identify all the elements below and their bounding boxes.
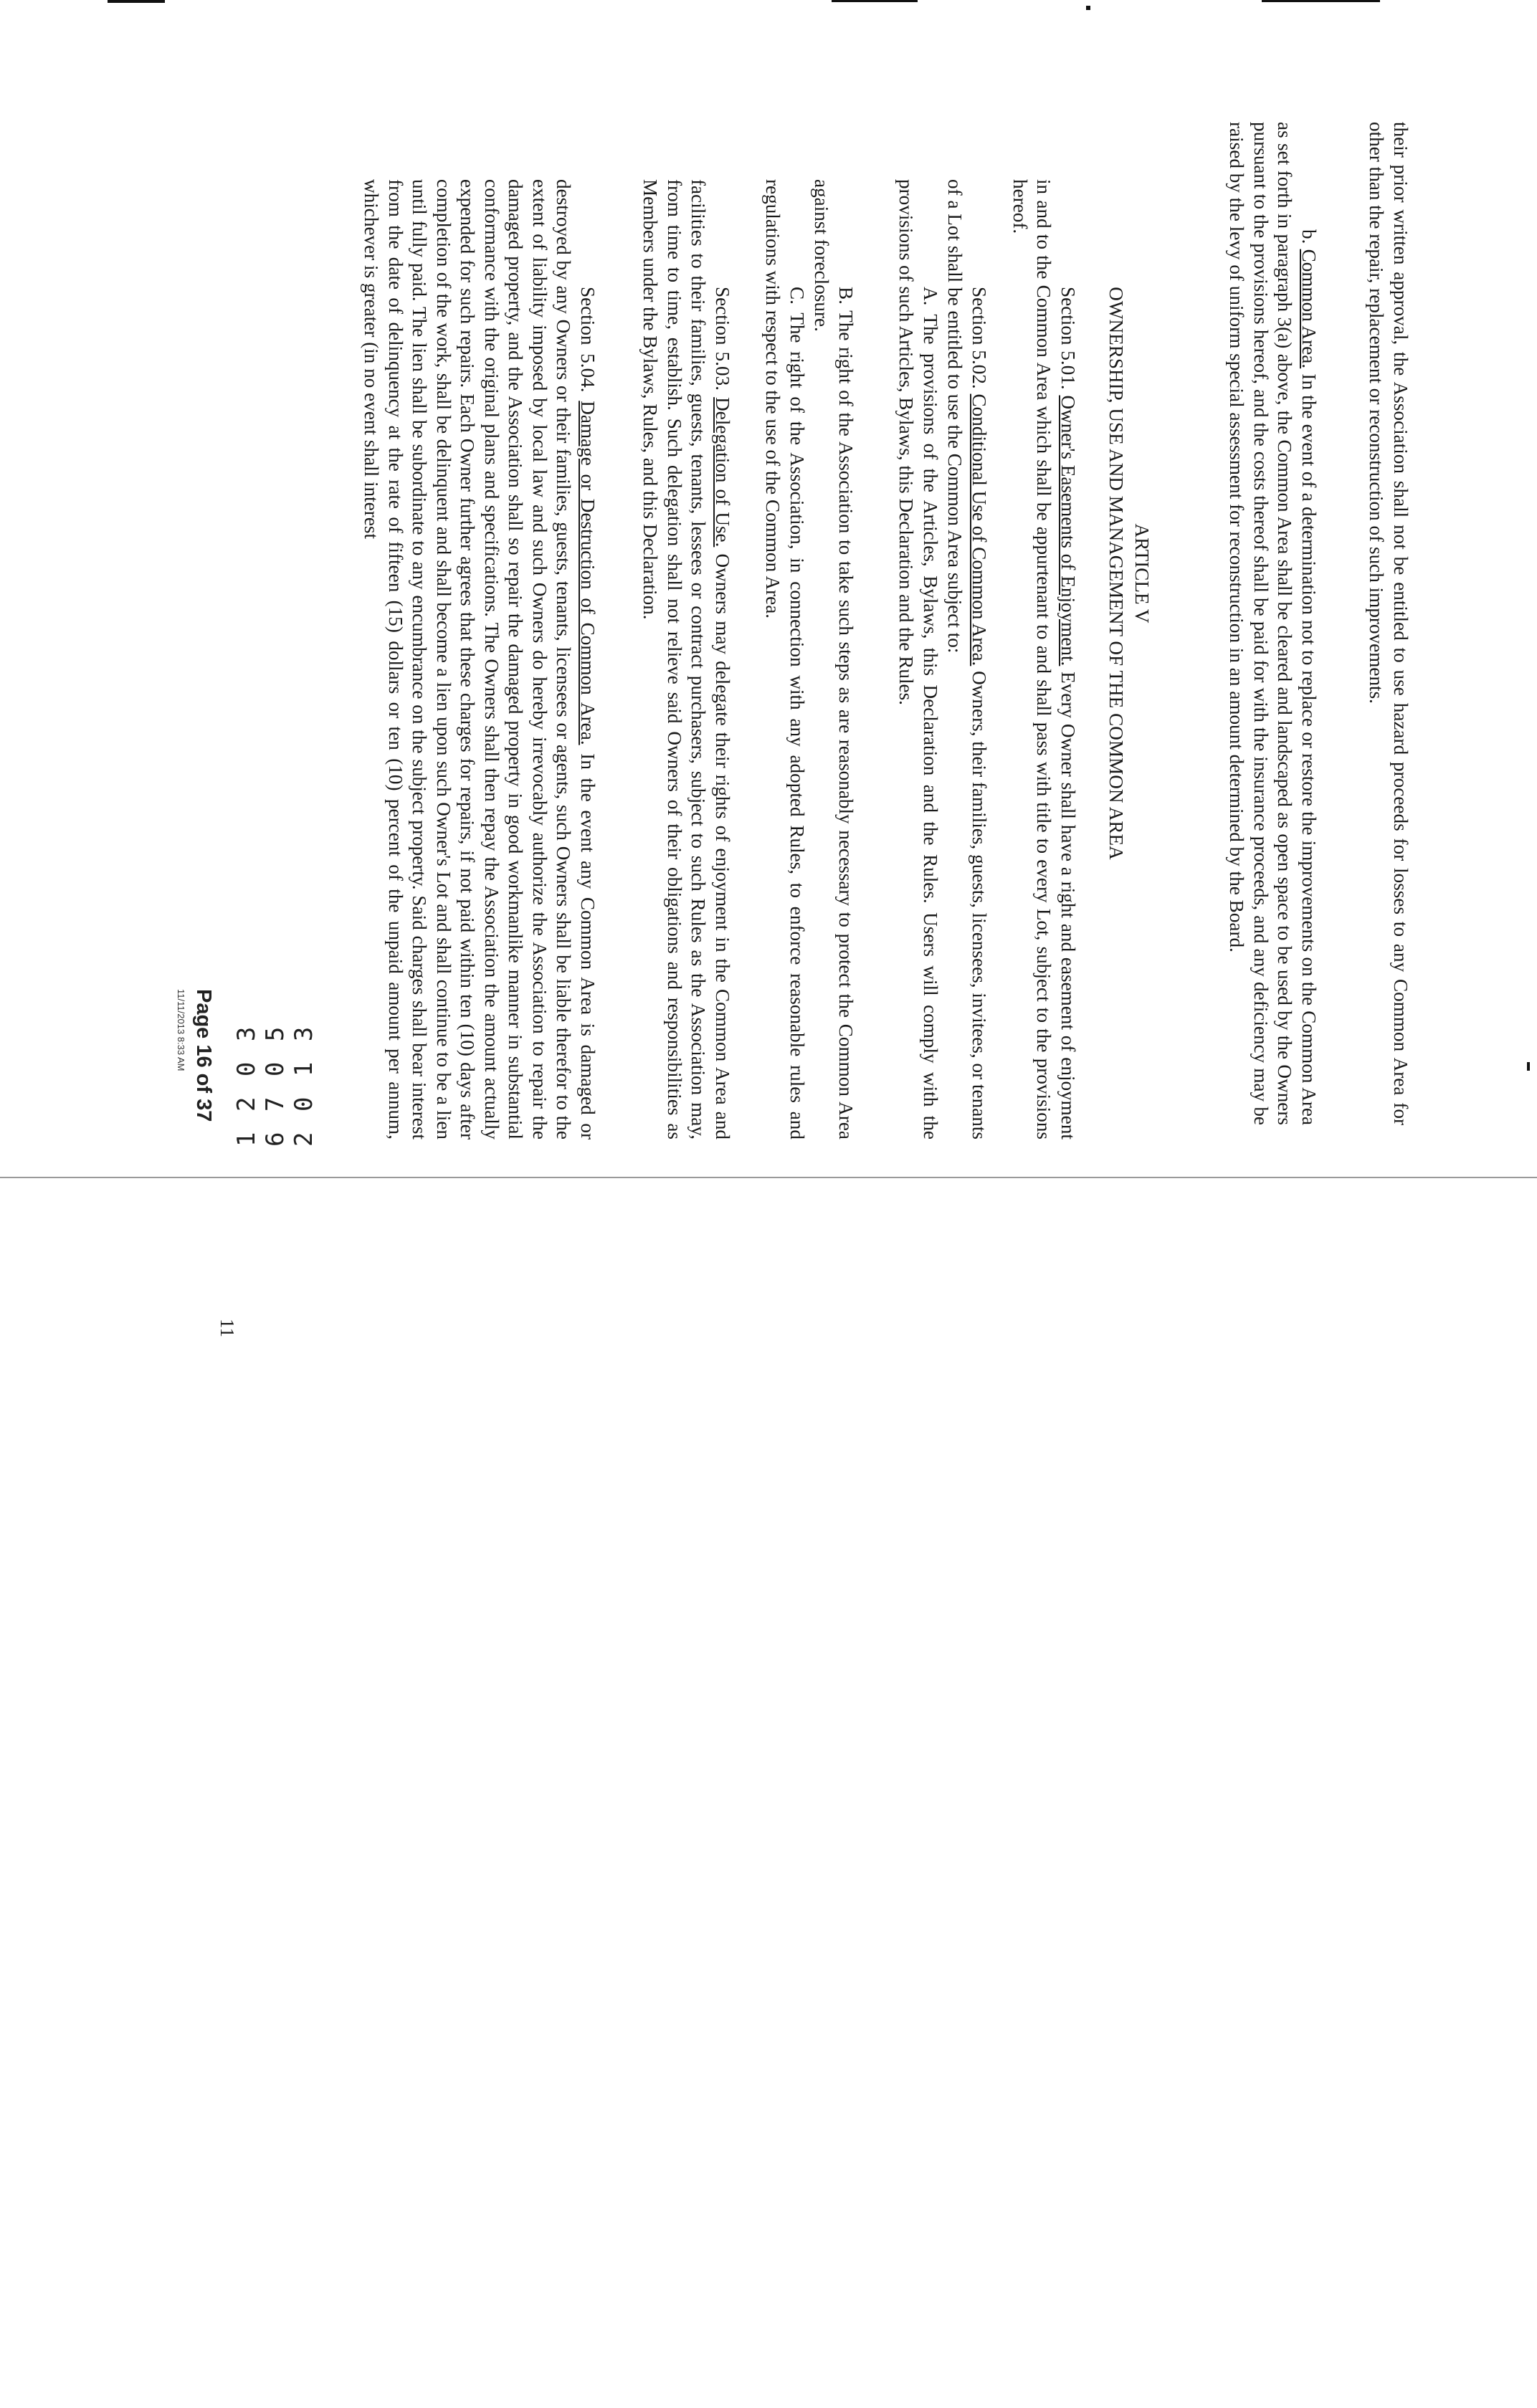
section-5-02-title: Conditional Use of Common Area. [969, 393, 990, 666]
section-5-02-number: Section 5.02. [969, 287, 990, 389]
section-5-02-body: Owners, their families, guests, licensees, invitees, or tenants of a Lot shall be entitled to use the Common Area subject to: [944, 179, 990, 1140]
section-5-02-item-b-text: B. The right of the Association to take such steps as are reasonably necessary to protect the Common Area against foreclosure. [811, 179, 857, 1140]
paragraph-hazard-proceeds [1364, 122, 1412, 1125]
article-title: OWNERSHIP, USE AND MANAGEMENT OF THE COMMON AREA [1105, 287, 1127, 860]
section-5-03-title: Delegation of Use. [712, 397, 733, 548]
recording-number-stamp: 1 2 0 3 6 7 0 5 2 0 1 3 [232, 1023, 318, 1147]
page-count-stamp: Page 16 of 37 [192, 989, 215, 1122]
paragraph-b-label: b. [1298, 229, 1320, 244]
page-bottom-rule [0, 1177, 1537, 1178]
section-5-01-body: Every Owner shall have a right and easement of enjoyment in and to the Common Area which shall be appurtenant to and shall pass with title to every Lot, subject to the provisions hereof. [1009, 179, 1079, 1140]
section-5-01-number: Section 5.01. [1057, 287, 1079, 390]
paragraph-b-body: In the event of a determination not to replace or restore the improvements on the Common Area as set forth in paragraph 3(a) above, the Common Area shall be cleared and landscaped as open space to be used by the Owners pursuant to the provisions hereof, and the costs thereof shall be paid for with the insurance proceeds, and any deficiency may be raised by the levy of uniform special assessment for reconstruction in an amount determined by the Board. [1226, 122, 1320, 1126]
section-5-02 [943, 179, 991, 1140]
page-stamp-date: 11/11/2013 8:33 AM [176, 989, 186, 1071]
article-number: ARTICLE V [1131, 523, 1153, 624]
section-5-02-item-a [894, 179, 942, 1140]
section-5-02-item-a-text: A. The provisions of the Articles, Bylaws, this Declaration and the Rules. Users will comply with the provisions of such Articles, Bylaws, this Declaration and the Rules. [895, 179, 941, 1140]
section-5-01 [1008, 179, 1080, 1140]
section-5-02-item-b [809, 179, 857, 1140]
paragraph-common-area-b [1224, 122, 1321, 1125]
rotated-document-page [17, 0, 1537, 1337]
section-5-03-number: Section 5.03. [712, 287, 733, 391]
section-5-01-title: Owner's Easements of Enjoyment. [1057, 395, 1079, 666]
paragraph-b-title: Common Area. [1298, 249, 1320, 369]
section-5-04 [359, 179, 599, 1140]
section-5-04-number: Section 5.04. [577, 287, 599, 393]
section-5-02-item-c [761, 179, 809, 1140]
section-5-04-body: In the event any Common Area is damaged or destroyed by any Owners or their families, guests, tenants, licensees or agents, such Owners shall be liable therefor to the extent of liability imposed by local law and such Owners do hereby irrevocably authorize the Association to repair the damaged property, and the Association shall so repair the damaged property in good workmanlike manner in substantial conformance with the original plans and specifications. The Owners shall then repay the Association the amount actually expended for such repairs. Each Owner further agrees that these charges for repairs, if not paid within ten (10) days after completion of the work, shall be delinquent and shall become a lien upon such Owner's Lot and shall continue to be a lien until fully paid. The lien shall be subordinate to any encumbrance on the subject property. Said charges shall bear interest from the date of delinquency at the rate of fifteen (15) dollars or ten (10) percent of the unpaid amount per annum, whichever is greater (in no event shall interest [361, 179, 599, 1140]
section-5-03 [638, 179, 734, 1140]
section-5-02-item-c-text: C. The right of the Association, in connection with any adopted Rules, to enforce reasonable rules and regulations with respect to the use of the Common Area. [762, 179, 808, 1140]
section-5-04-title: Damage or Destruction of Common Area. [577, 401, 599, 745]
section-5-03-body: Owners may delegate their rights of enjoyment in the Common Area and facilities to their families, guests, tenants, lessees or contract purchasers, subject to such Rules as the Association may, from time to time, establish. Such delegation shall not relieve said Owners of their obligations and responsibilities as Members under the Bylaws, Rules, and this Declaration. [639, 179, 733, 1140]
paragraph-hazard-proceeds-text: their prior written approval, the Association shall not be entitled to use hazard proceeds for losses to any Common Area for other than the repair, replacement or reconstruction of such improvements. [1366, 122, 1412, 1125]
page-number: 11 [216, 1319, 238, 1337]
